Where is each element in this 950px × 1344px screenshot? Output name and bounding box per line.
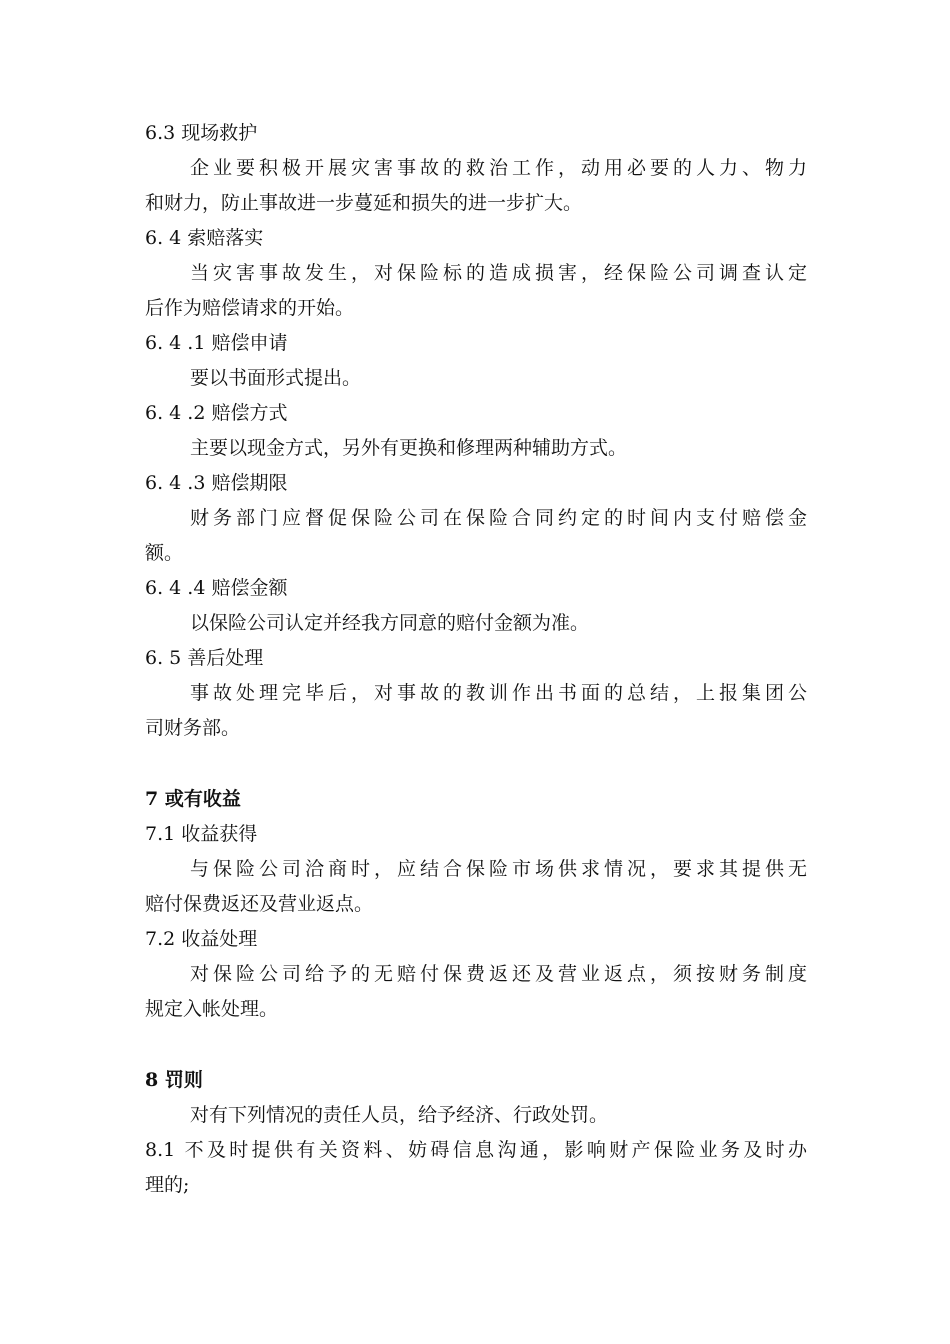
section-8-1-paragraph-line-1: 8.1 不及时提供有关资料、妨碍信息沟通，影响财产保险业务及时办	[145, 1139, 807, 1161]
section-7-1-heading: 7.1 收益获得	[145, 823, 258, 845]
section-6-4-heading: 6. 4 索赔落实	[145, 227, 264, 249]
section-spacer	[145, 1027, 807, 1063]
section-6-5-paragraph-line-2: 司财务部。	[145, 717, 241, 739]
section-6-4-paragraph-line-1: 当灾害事故发生，对保险标的造成损害，经保险公司调查认定	[190, 262, 807, 284]
section-7-1-paragraph-line-2: 赔付保费返还及营业返点。	[145, 893, 374, 915]
section-6-3-heading: 6.3 现场救护	[145, 122, 258, 144]
section-6-4-4-paragraph: 以保险公司认定并经我方同意的赔付金额为准。	[190, 612, 590, 634]
section-8-1-paragraph-line-2: 理的;	[145, 1174, 190, 1196]
section-6-5-heading: 6. 5 善后处理	[145, 647, 264, 669]
section-6-3-paragraph-line-2: 和财力，防止事故进一步蔓延和损失的进一步扩大。	[145, 192, 583, 214]
section-7-2-heading: 7.2 收益处理	[145, 928, 258, 950]
section-6-4-2-paragraph: 主要以现金方式，另外有更换和修理两种辅助方式。	[190, 437, 628, 459]
section-6-4-3-paragraph-line-2: 额。	[145, 542, 184, 564]
section-6-3-paragraph-line-1: 企业要积极开展灾害事故的救治工作，动用必要的人力、物力	[190, 157, 807, 179]
section-6-4-1-heading: 6. 4 .1 赔偿申请	[145, 332, 288, 354]
section-6-4-3-paragraph-line-1: 财务部门应督促保险公司在保险合同约定的时间内支付赔偿金	[190, 507, 807, 529]
section-6-4-4-heading: 6. 4 .4 赔偿金额	[145, 577, 288, 599]
document-body	[145, 116, 807, 1203]
section-8-paragraph: 对有下列情况的责任人员，给予经济、行政处罚。	[190, 1104, 609, 1126]
section-7-2-paragraph-line-1: 对保险公司给予的无赔付保费返还及营业返点，须按财务制度	[190, 963, 807, 985]
section-6-4-3-heading: 6. 4 .3 赔偿期限	[145, 472, 288, 494]
section-spacer	[145, 746, 807, 782]
section-7-heading: 7 或有收益	[145, 788, 241, 810]
section-6-5-paragraph-line-1: 事故处理完毕后，对事故的教训作出书面的总结，上报集团公	[190, 682, 807, 704]
section-6-4-paragraph-line-2: 后作为赔偿请求的开始。	[145, 297, 355, 319]
section-8-heading: 8 罚则	[145, 1069, 203, 1091]
section-7-2-paragraph-line-2: 规定入帐处理。	[145, 998, 279, 1020]
section-6-4-1-paragraph: 要以书面形式提出。	[190, 367, 362, 389]
section-7-1-paragraph-line-1: 与保险公司洽商时，应结合保险市场供求情况，要求其提供无	[190, 858, 807, 880]
section-6-4-2-heading: 6. 4 .2 赔偿方式	[145, 402, 288, 424]
